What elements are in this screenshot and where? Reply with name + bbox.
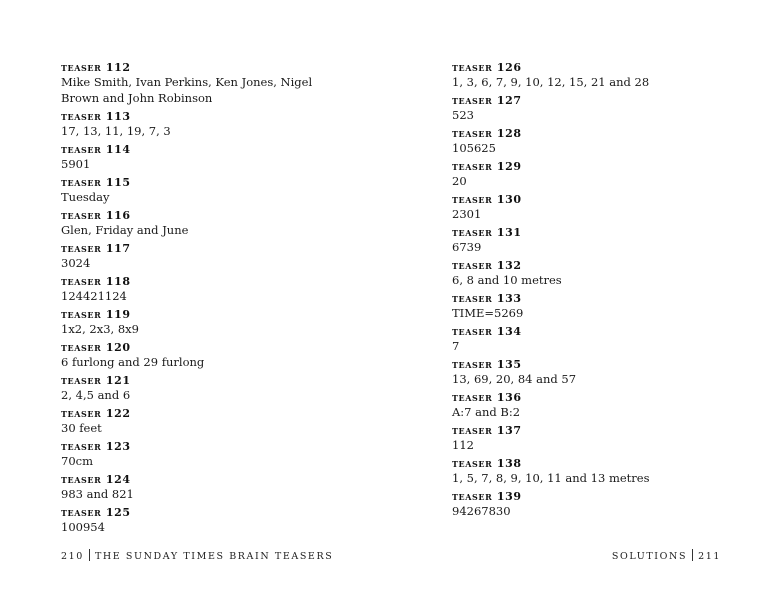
- solution-entry: [452, 456, 752, 487]
- teaser-answer: TIME=5269: [452, 306, 524, 320]
- teaser-heading: teaser 139: [452, 490, 522, 503]
- teaser-heading: teaser 123: [61, 439, 131, 453]
- teaser-heading: teaser 122: [61, 406, 131, 420]
- left-page-footer: [61, 549, 333, 562]
- solution-entry: [452, 324, 752, 355]
- teaser-heading: teaser 129: [452, 160, 522, 173]
- teaser-heading: teaser 113: [61, 109, 131, 123]
- teaser-answer: 1, 3, 6, 7, 9, 10, 12, 15, 21 and 28: [452, 75, 650, 89]
- solution-entry: [452, 291, 752, 322]
- teaser-heading: teaser 136: [452, 391, 522, 404]
- solution-entry: [61, 60, 361, 106]
- teaser-answer: 13, 69, 20, 84 and 57: [452, 372, 577, 386]
- teaser-heading: teaser 137: [452, 424, 522, 437]
- teaser-answer: 1x2, 2x3, 8x9: [61, 321, 139, 336]
- teaser-heading: teaser 134: [452, 325, 522, 338]
- solution-entry: [452, 159, 752, 190]
- teaser-answer: 2, 4,5 and 6: [61, 387, 131, 402]
- solution-entry: [452, 60, 752, 91]
- solution-entry: [452, 126, 752, 157]
- solution-entry: [61, 505, 361, 536]
- solution-entry: [61, 241, 361, 272]
- solution-entry: [61, 208, 361, 239]
- teaser-heading: teaser 138: [452, 457, 522, 470]
- right-page-footer: [612, 549, 721, 562]
- solution-entry: [452, 192, 752, 223]
- teaser-answer: Tuesday: [61, 189, 110, 204]
- teaser-answer: Glen, Friday and June: [61, 222, 189, 237]
- teaser-heading: teaser 130: [452, 193, 522, 206]
- solution-entry: [61, 439, 361, 470]
- section-title: SOLUTIONS: [611, 551, 688, 562]
- teaser-answer: 983 and 821: [61, 486, 134, 501]
- teaser-answer: 70cm: [61, 453, 93, 468]
- solution-entry: [452, 423, 752, 454]
- teaser-heading: teaser 114: [61, 142, 131, 156]
- running-title: THE SUNDAY TIMES BRAIN TEASERS: [94, 551, 334, 562]
- teaser-answer: 523: [452, 108, 474, 122]
- teaser-heading: teaser 118: [61, 274, 131, 288]
- solution-entry: [452, 390, 752, 421]
- teaser-answer: 6739: [452, 240, 482, 254]
- teaser-heading: teaser 115: [61, 175, 131, 189]
- teaser-answer: 30 feet: [61, 420, 102, 435]
- teaser-answer: 2301: [452, 207, 482, 221]
- teaser-heading: teaser 120: [61, 340, 131, 354]
- solution-entry: [61, 307, 361, 338]
- teaser-heading: teaser 132: [452, 259, 522, 272]
- teaser-heading: teaser 133: [452, 292, 522, 305]
- solution-entry: [452, 357, 752, 388]
- teaser-answer: 124421124: [61, 288, 127, 303]
- solution-entry: [61, 142, 361, 173]
- teaser-answer: 20: [452, 174, 467, 188]
- teaser-heading: teaser 121: [61, 373, 131, 387]
- teaser-answer: 94267830: [452, 504, 511, 518]
- solution-entry: [452, 225, 752, 256]
- solution-entry: [452, 258, 752, 289]
- teaser-heading: teaser 117: [61, 241, 131, 255]
- footer-divider: [89, 549, 90, 561]
- solution-entry: [61, 109, 361, 140]
- teaser-heading: teaser 116: [61, 208, 131, 222]
- teaser-heading: teaser 119: [61, 307, 131, 321]
- solution-entry: [452, 93, 752, 124]
- footer-divider: [692, 549, 693, 561]
- teaser-heading: teaser 124: [61, 472, 131, 486]
- teaser-answer: A:7 and B:2: [452, 405, 521, 419]
- teaser-answer: 3024: [61, 255, 91, 270]
- solution-entry: [61, 175, 361, 206]
- page-number: 211: [698, 551, 721, 562]
- teaser-heading: teaser 127: [452, 94, 522, 107]
- teaser-answer: 6, 8 and 10 metres: [452, 273, 562, 287]
- solution-entry: [61, 373, 361, 404]
- teaser-heading: teaser 112: [61, 61, 131, 74]
- solution-entry: [452, 489, 752, 520]
- teaser-answer: 7: [452, 339, 460, 353]
- teaser-heading: teaser 125: [61, 505, 131, 519]
- right-page: [392, 0, 783, 600]
- solution-entry: [61, 406, 361, 437]
- teaser-answer: 1, 5, 7, 8, 9, 10, 11 and 13 metres: [452, 471, 650, 485]
- solution-entry: [61, 472, 361, 503]
- teaser-heading: teaser 131: [452, 226, 522, 239]
- teaser-answer: Mike Smith, Ivan Perkins, Ken Jones, Nigel Brown and John Robinson: [61, 75, 313, 105]
- teaser-answer: 105625: [452, 141, 496, 155]
- teaser-heading: teaser 135: [452, 358, 522, 371]
- left-solutions-column: [61, 60, 361, 538]
- teaser-answer: 6 furlong and 29 furlong: [61, 354, 205, 369]
- page-number: 210: [61, 551, 84, 562]
- teaser-heading: teaser 126: [452, 61, 522, 74]
- right-solutions-column: [452, 60, 752, 522]
- teaser-heading: teaser 128: [452, 127, 522, 140]
- teaser-answer: 100954: [61, 519, 105, 534]
- solution-entry: [61, 340, 361, 371]
- teaser-answer: 112: [452, 438, 474, 452]
- teaser-answer: 17, 13, 11, 19, 7, 3: [61, 123, 171, 138]
- solution-entry: [61, 274, 361, 305]
- teaser-answer: 5901: [61, 156, 91, 171]
